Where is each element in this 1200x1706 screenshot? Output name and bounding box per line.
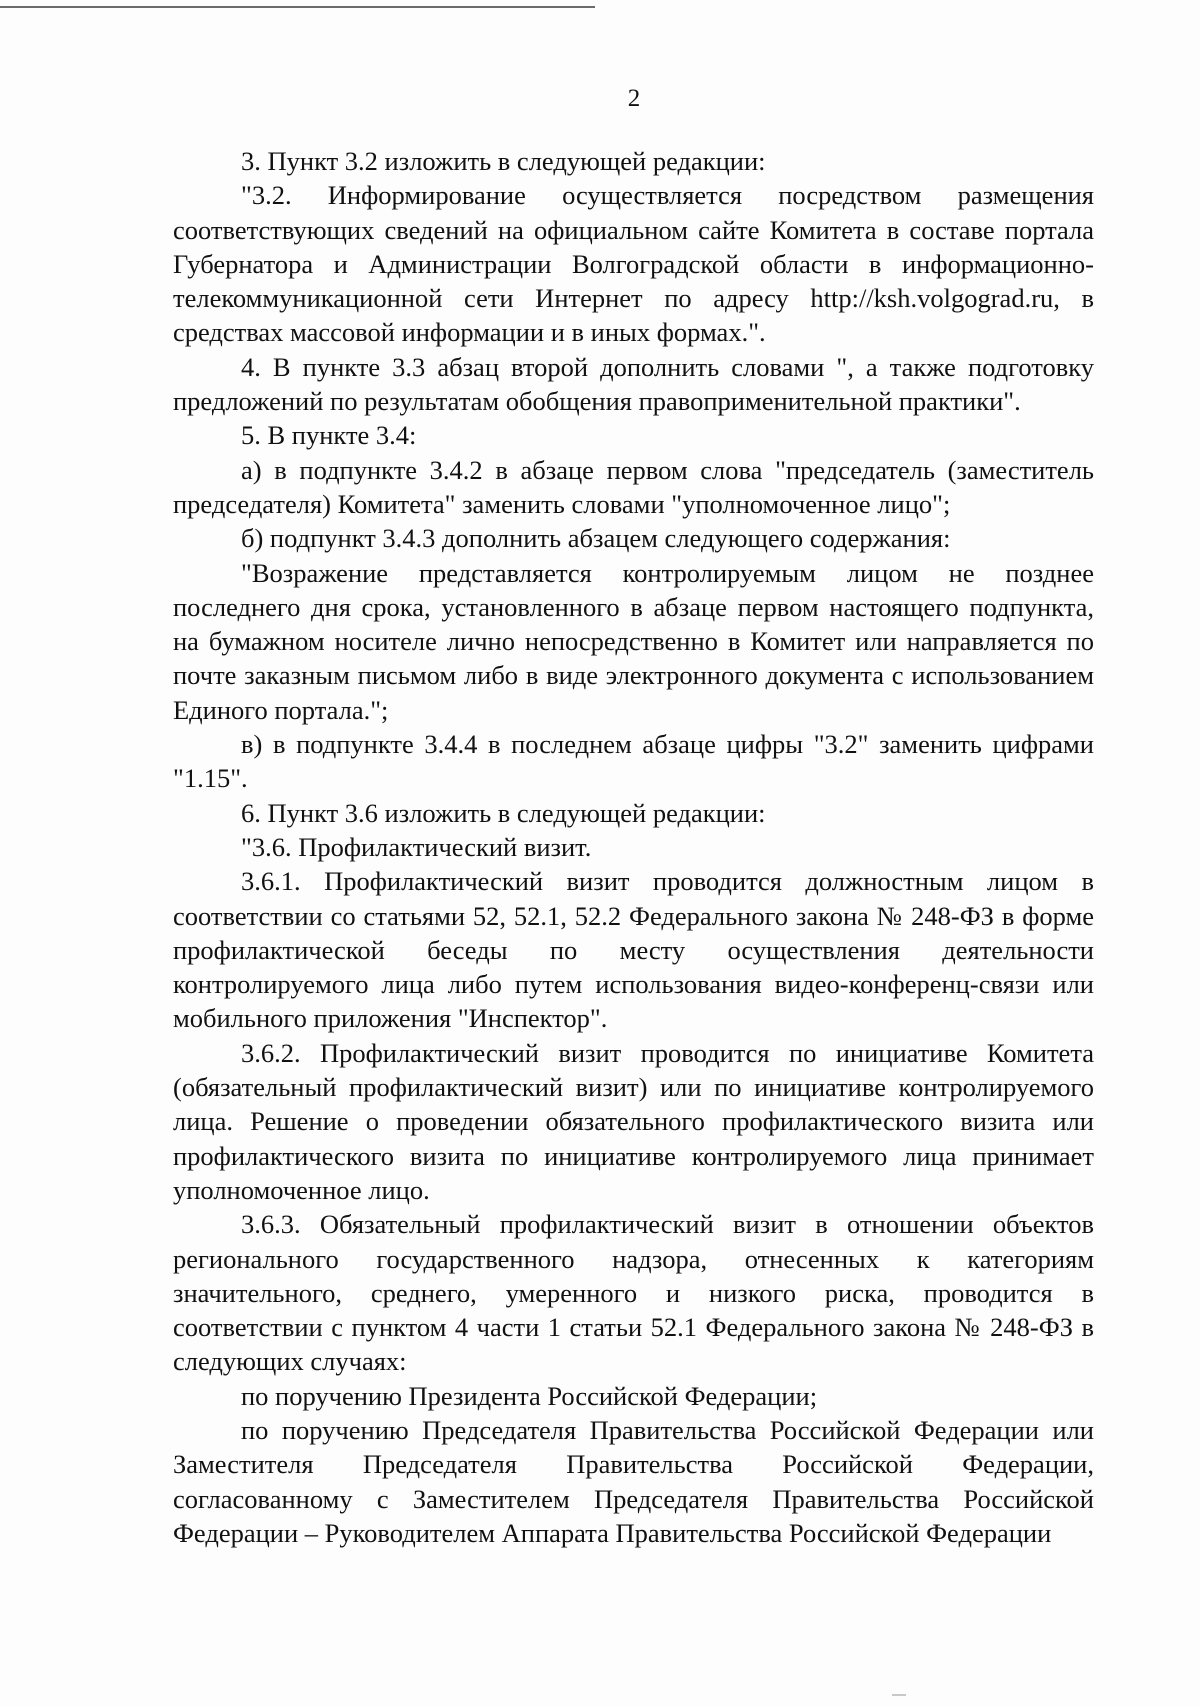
paragraph-clause-3-6-1: 3.6.1. Профилактический визит проводится должностным лицом в соответствии со статьями 52, 52.1, 52.2 Федерального закона № 248-ФЗ в форме профилактической беседы по месту осуществления деятельности контролируемого лица либо путем использования видео-конференц-связи или мобильного приложения "Инспектор". bbox=[173, 866, 1094, 1034]
paragraph-item-3-heading: 3. Пункт 3.2 изложить в следующей редакции: bbox=[241, 146, 766, 176]
document-body bbox=[173, 144, 1094, 1550]
paragraph-case-president: по поручению Президента Российской Федерации; bbox=[241, 1380, 818, 1411]
scan-edge-line bbox=[0, 6, 595, 8]
paragraph-clause-3-6-3: 3.6.3. Обязательный профилактический визит в отношении объектов регионального государственного надзора, отнесенных к категориям значительного, среднего, умеренного и низкого риска, проводится в соответствии с пунктом 4 части 1 статьи 52.1 Федерального закона № 248-ФЗ в следующих случаях: bbox=[173, 1209, 1094, 1377]
paragraph-clause-3-6-2: 3.6.2. Профилактический визит проводится по инициативе Комитета (обязательный профилактический визит) или по инициативе контролируемого лица. Решение о проведении обязательного профилактического визита или профилактического визита по инициативе контролируемого лица принимает уполномоченное лицо. bbox=[173, 1037, 1094, 1205]
paragraph-item-6-heading: 6. Пункт 3.6 изложить в следующей редакции: bbox=[241, 797, 766, 828]
paragraph-subitem-a: а) в подпункте 3.4.2 в абзаце первом слова "председатель (заместитель председателя) Комитета" заменить словами "уполномоченное лицо"; bbox=[173, 454, 1094, 519]
paragraph-clause-3-6: "3.6. Профилактический визит. bbox=[241, 831, 592, 862]
scan-speck bbox=[892, 1694, 906, 1696]
page-number: 2 bbox=[627, 85, 641, 112]
paragraph-item-5-heading: 5. В пункте 3.4: bbox=[241, 420, 417, 451]
paragraph-case-chairman: по поручению Председателя Правительства Российской Федерации или Заместителя Председателя Правительства Российской Федерации, согласованному с Заместителем Председателя Правительства Российской Федерации – Руководителем Аппарата Правительства Российской Федерации bbox=[173, 1414, 1094, 1548]
paragraph-objection-text: "Возражение представляется контролируемым лицом не позднее последнего дня срока, установленного в абзаце первом настоящего подпункта, на бумажном носителе лично непосредственно в Комитет или направляется по почте заказным письмом либо в виде электронного документа с использованием Единого портала."; bbox=[173, 557, 1094, 725]
paragraph-item-4: 4. В пункте 3.3 абзац второй дополнить словами ", а также подготовку предложений по результатам обобщения правоприменительной практики". bbox=[173, 351, 1094, 417]
paragraph-subitem-b: б) подпункт 3.4.3 дополнить абзацем следующего содержания: bbox=[241, 523, 951, 554]
paragraph-clause-3-2: "3.2. Информирование осуществляется посредством размещения соответствующих сведений на официальном сайте Комитета в составе портала Губернатора и Администрации Волгоградской области в информационно-телекоммуникационной сети Интернет по адресу http://ksh.volgograd.ru, в средствах массовой информации и в иных формах.". bbox=[173, 180, 1094, 348]
paragraph-subitem-v: в) в подпункте 3.4.4 в последнем абзаце цифры "3.2" заменить цифрами "1.15". bbox=[173, 729, 1094, 794]
